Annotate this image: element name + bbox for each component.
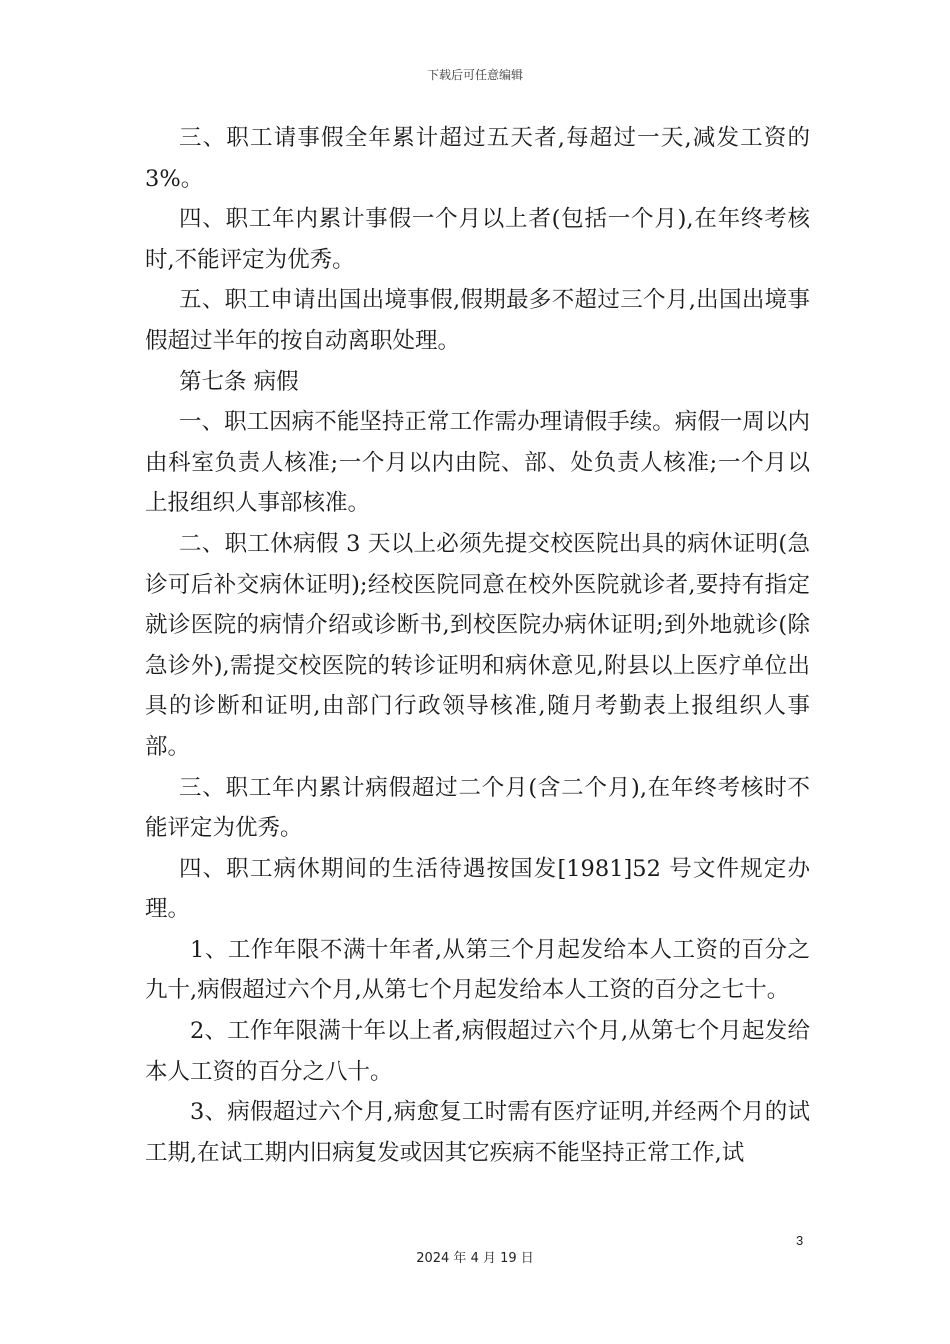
sub-paragraph: 3、病假超过六个月,病愈复工时需有医疗证明,并经两个月的试工期,在试工期内旧病复发或因其它疾病不能坚持正常工作,试 (145, 1099, 810, 1166)
paragraph: 五、职工申请出国出境事假,假期最多不超过三个月,出国出境事假超过半年的按自动离职处理。 (145, 287, 810, 354)
page-header: 下载后可任意编辑 (426, 68, 523, 82)
paragraph: 四、职工病休期间的生活待遇按国发[1981]52 号文件规定办理。 (145, 855, 810, 923)
paragraph: 三、职工请事假全年累计超过五天者,每超过一天,减发工资的3%。 (145, 125, 810, 192)
footer-date: 2024 年 4 月 19 日 (416, 1251, 534, 1266)
page-number: 3 (796, 1233, 804, 1248)
sub-paragraph: 2、工作年限满十年以上者,病假超过六个月,从第七个月起发给本人工资的百分之八十。 (145, 1018, 810, 1085)
document-body (145, 118, 810, 1173)
paragraph: 三、职工年内累计病假超过二个月(含二个月),在年终考核时不能评定为优秀。 (145, 774, 810, 842)
paragraph: 一、职工因病不能坚持正常工作需办理请假手续。病假一周以内由科室负责人核准;一个月以内由院、部、处负责人核准;一个月以上报组织人事部核准。 (145, 409, 810, 517)
paragraph: 四、职工年内累计事假一个月以上者(包括一个月),在年终考核时,不能评定为优秀。 (145, 206, 810, 273)
section-heading: 第七条 病假 (179, 368, 299, 395)
paragraph: 二、职工休病假 3 天以上必须先提交校医院出具的病休证明(急诊可后补交病休证明);经校医院同意在校外医院就诊者,要持有指定就诊医院的病情介绍或诊断书,到校医院办病休证明;到外地就诊(除急诊外),需提交校医院的转诊证明和病休意见,附县以上医疗单位出具的诊断和证明,由部门行政领导核准,随月考勤表上报组织人事部。 (145, 530, 810, 760)
sub-paragraph: 1、工作年限不满十年者,从第三个月起发给本人工资的百分之九十,病假超过六个月,从第七个月起发给本人工资的百分之七十。 (145, 936, 810, 1004)
